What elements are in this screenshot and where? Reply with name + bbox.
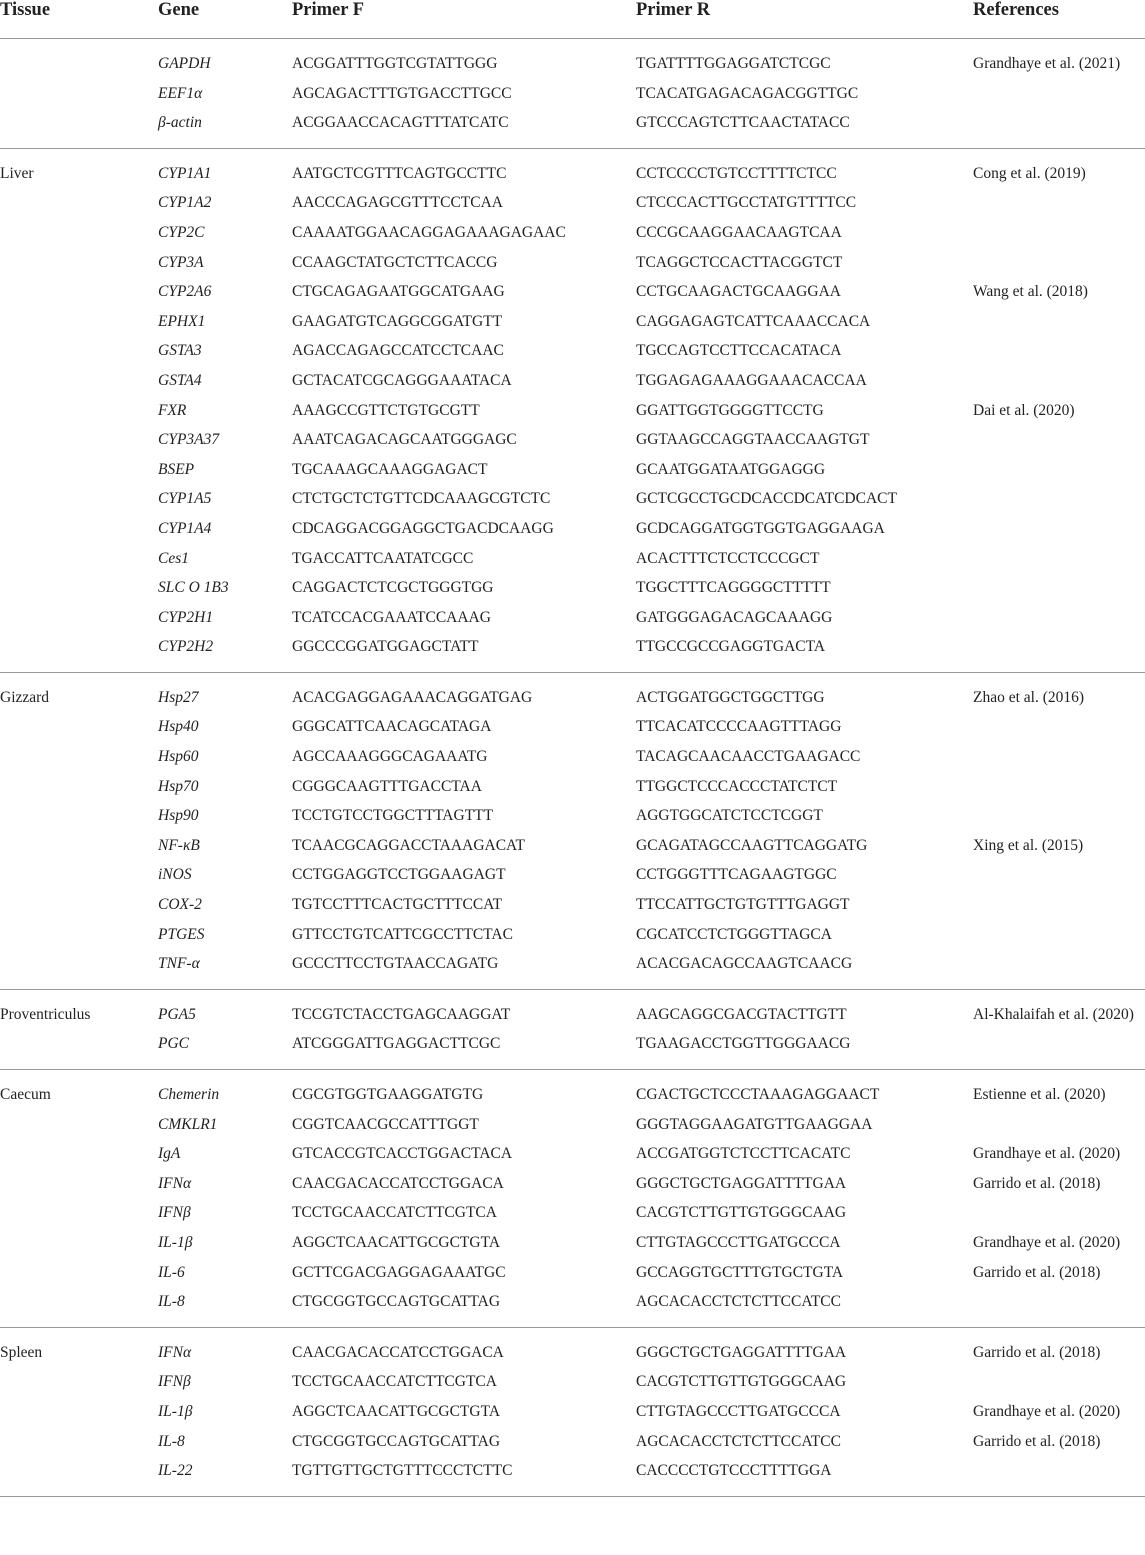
table-row <box>0 307 1145 337</box>
primer-f-cell: GGGCATTCAACAGCATAGA <box>292 718 492 736</box>
reference-cell <box>973 544 1145 574</box>
table-row <box>0 1258 1145 1288</box>
tissue-cell <box>0 603 158 633</box>
gene-cell: IFNα <box>158 1343 192 1361</box>
primer-f-cell: CGGTCAACGCCATTTGGT <box>292 1115 479 1133</box>
gene-cell: CYP3A37 <box>158 431 220 449</box>
primer-r-cell: CCTGGGTTTCAGAAGTGGC <box>636 866 837 884</box>
table-row <box>0 108 1145 138</box>
table-row <box>0 712 1145 742</box>
table-row <box>0 79 1145 109</box>
tissue-cell <box>0 248 158 278</box>
group-spacer <box>0 1070 1145 1081</box>
tissue-cell <box>0 1139 158 1169</box>
tissue-cell: Spleen <box>0 1343 43 1361</box>
primer-r-cell: GCTCGCCTGCDCACCDCATCDCACT <box>636 490 897 508</box>
table-row <box>0 683 1145 713</box>
primer-r-cell: GCAGATAGCCAAGTTCAGGATG <box>636 836 868 854</box>
tissue-cell <box>0 949 158 979</box>
tissue-cell <box>0 920 158 950</box>
tissue-group <box>0 989 1145 1069</box>
reference-cell: Garrido et al. (2018) <box>973 1343 1101 1361</box>
table-row <box>0 890 1145 920</box>
tissue-cell <box>0 801 158 831</box>
table-row <box>0 603 1145 633</box>
reference-cell <box>973 188 1145 218</box>
gene-cell: CYP1A1 <box>158 164 212 182</box>
header-gene: Gene <box>158 0 292 39</box>
primer-f-cell: TGACCATTCAATATCGCC <box>292 549 474 567</box>
tissue-group <box>0 39 1145 149</box>
gene-cell: CYP2C <box>158 223 205 241</box>
gene-cell: Hsp60 <box>158 748 199 766</box>
primer-r-cell: CACCCCTGTCCCTTTTGGA <box>636 1462 832 1480</box>
primer-f-cell: CAAAATGGAACAGGAGAAAGAGAAC <box>292 223 566 241</box>
tissue-cell <box>0 742 158 772</box>
table-row <box>0 277 1145 307</box>
primer-f-cell: TCCTGCAACCATCTTCGTCA <box>292 1373 497 1391</box>
reference-cell: Xing et al. (2015) <box>973 836 1084 854</box>
reference-cell: Grandhaye et al. (2021) <box>973 55 1121 72</box>
group-divider <box>0 1486 1145 1497</box>
primer-f-cell: CGGGCAAGTTTGACCTAA <box>292 777 482 795</box>
table-row <box>0 1456 1145 1486</box>
reference-cell <box>973 573 1145 603</box>
primer-r-cell: TGCCAGTCCTTCCACATACA <box>636 342 842 360</box>
tissue-cell <box>0 860 158 890</box>
primer-r-cell: GGGCTGCTGAGGATTTTGAA <box>636 1343 847 1361</box>
primer-r-cell: AGGTGGCATCTCCTCGGT <box>636 807 823 825</box>
gene-cell: β-actin <box>158 114 202 132</box>
reference-cell <box>973 218 1145 248</box>
primer-f-cell: CTGCGGTGCCAGTGCATTAG <box>292 1293 501 1311</box>
primer-r-cell: TTGCCGCCGAGGTGACTA <box>636 638 826 656</box>
group-spacer <box>0 39 1145 50</box>
primer-f-cell: CTCTGCTCTGTTCDCAAAGCGTCTC <box>292 490 551 508</box>
reference-cell <box>973 307 1145 337</box>
primer-f-cell: AATGCTCGTTTCAGTGCCTTC <box>292 164 507 182</box>
table-row <box>0 366 1145 396</box>
table-row <box>0 1287 1145 1317</box>
table-row <box>0 396 1145 426</box>
primer-f-cell: TCATCCACGAAATCCAAAG <box>292 608 491 626</box>
primer-r-cell: CGACTGCTCCCTAAAGAGGAACT <box>636 1086 880 1103</box>
gene-cell: IL-1β <box>158 1402 193 1420</box>
primer-r-cell: ACCGATGGTCTCCTTCACATC <box>636 1145 851 1163</box>
tissue-cell <box>0 1287 158 1317</box>
tissue-group <box>0 1327 1145 1496</box>
table-row <box>0 831 1145 861</box>
primer-r-cell: CTTGTAGCCCTTGATGCCCA <box>636 1233 841 1251</box>
reference-cell <box>973 801 1145 831</box>
table-row <box>0 1029 1145 1059</box>
reference-cell: Cong et al. (2019) <box>973 164 1086 182</box>
reference-cell <box>973 1456 1145 1486</box>
primer-r-cell: TGAAGACCTGGTTGGGAACG <box>636 1035 851 1053</box>
tissue-cell: Proventriculus <box>0 1005 91 1023</box>
reference-cell <box>973 336 1145 366</box>
gene-cell: iNOS <box>158 866 192 884</box>
primer-f-cell: AGACCAGAGCCATCCTCAAC <box>292 342 504 360</box>
tissue-cell <box>0 484 158 514</box>
gene-cell: NF-κB <box>158 836 200 854</box>
primer-f-cell: CGCGTGGTGAAGGATGTG <box>292 1086 484 1103</box>
primer-r-cell: TGGAGAGAAAGGAAACACCAA <box>636 371 867 389</box>
reference-cell <box>973 1287 1145 1317</box>
primer-f-cell: ACGGATTTGGTCGTATTGGG <box>292 55 498 72</box>
primer-r-cell: ACACGACAGCCAAGTCAACG <box>636 955 853 973</box>
table-row <box>0 801 1145 831</box>
reference-cell <box>973 108 1145 138</box>
primer-r-cell: TACAGCAACAACCTGAAGACC <box>636 748 861 766</box>
tissue-cell <box>0 632 158 662</box>
primer-f-cell: TGCAAAGCAAAGGAGACT <box>292 460 488 478</box>
primer-r-cell: GGATTGGTGGGGTTCCTG <box>636 401 824 419</box>
tissue-group <box>0 1070 1145 1328</box>
reference-cell <box>973 920 1145 950</box>
table-row <box>0 1169 1145 1199</box>
table-row <box>0 772 1145 802</box>
reference-cell <box>973 860 1145 890</box>
reference-cell: Grandhaye et al. (2020) <box>973 1233 1121 1251</box>
primer-r-cell: GGTAAGCCAGGTAACCAAGTGT <box>636 431 870 449</box>
reference-cell <box>973 772 1145 802</box>
primer-f-cell: AGCCAAAGGGCAGAAATG <box>292 748 488 766</box>
gene-cell: CYP1A4 <box>158 519 212 537</box>
group-divider <box>0 979 1145 990</box>
reference-cell: Grandhaye et al. (2020) <box>973 1145 1121 1163</box>
gene-cell: CYP2H2 <box>158 638 214 656</box>
primer-f-cell: ATCGGGATTGAGGACTTCGC <box>292 1035 501 1053</box>
primer-f-cell: GTTCCTGTCATTCGCCTTCTAC <box>292 925 513 943</box>
primer-f-cell: CAACGACACCATCCTGGACA <box>292 1343 504 1361</box>
reference-cell: Garrido et al. (2018) <box>973 1432 1101 1450</box>
group-spacer <box>0 989 1145 1000</box>
tissue-cell <box>0 544 158 574</box>
primer-f-cell: AACCCAGAGCGTTTCCTCAA <box>292 194 503 212</box>
reference-cell <box>973 742 1145 772</box>
tissue-cell <box>0 1258 158 1288</box>
primer-r-cell: AGCACACCTCTCTTCCATCC <box>636 1432 841 1450</box>
header-primer-r: Primer R <box>636 0 973 39</box>
primer-r-cell: CTTGTAGCCCTTGATGCCCA <box>636 1402 841 1420</box>
reference-cell <box>973 1029 1145 1059</box>
primer-r-cell: CCTGCAAGACTGCAAGGAA <box>636 283 841 301</box>
table-row <box>0 1000 1145 1030</box>
reference-cell: Zhao et al. (2016) <box>973 688 1085 706</box>
reference-cell <box>973 1198 1145 1228</box>
reference-cell: Wang et al. (2018) <box>973 283 1088 301</box>
primer-r-cell: TTCCATTGCTGTGTTTGAGGT <box>636 896 850 914</box>
reference-cell <box>973 712 1145 742</box>
primer-f-cell: CCTGGAGGTCCTGGAAGAGT <box>292 866 506 884</box>
tissue-cell <box>0 1427 158 1457</box>
reference-cell <box>973 484 1145 514</box>
primer-r-cell: CACGTCTTGTTGTGGGCAAG <box>636 1204 847 1222</box>
reference-cell <box>973 603 1145 633</box>
gene-cell: Chemerin <box>158 1086 220 1103</box>
table-row <box>0 1198 1145 1228</box>
tissue-cell <box>0 1198 158 1228</box>
gene-cell: Hsp70 <box>158 777 199 795</box>
tissue-cell <box>0 1228 158 1258</box>
primer-f-cell: TCCTGCAACCATCTTCGTCA <box>292 1204 497 1222</box>
primer-f-cell: CCAAGCTATGCTCTTCACCG <box>292 253 498 271</box>
table-row <box>0 218 1145 248</box>
gene-cell: Hsp40 <box>158 718 199 736</box>
gene-cell: CYP1A2 <box>158 194 212 212</box>
tissue-cell <box>0 772 158 802</box>
table-row <box>0 188 1145 218</box>
reference-cell <box>973 949 1145 979</box>
primer-r-cell: CAGGAGAGTCATTCAAACCACA <box>636 312 871 330</box>
gene-cell: SLC O 1B3 <box>158 579 229 597</box>
primer-f-cell: GCTACATCGCAGGGAAATACA <box>292 371 512 389</box>
primer-r-cell: GGGCTGCTGAGGATTTTGAA <box>636 1174 847 1192</box>
primer-r-cell: GCCAGGTGCTTTGTGCTGTA <box>636 1263 844 1281</box>
gene-cell: EPHX1 <box>158 312 206 330</box>
reference-cell <box>973 425 1145 455</box>
group-spacer <box>0 148 1145 159</box>
reference-cell: Garrido et al. (2018) <box>973 1263 1101 1281</box>
gene-cell: Ces1 <box>158 549 189 567</box>
tissue-cell <box>0 514 158 544</box>
gene-cell: IgA <box>158 1145 181 1163</box>
gene-cell: IL-8 <box>158 1293 185 1311</box>
primer-f-cell: CTGCGGTGCCAGTGCATTAG <box>292 1432 501 1450</box>
tissue-group <box>0 672 1145 989</box>
tissue-cell <box>0 336 158 366</box>
gene-cell: IL-6 <box>158 1263 185 1281</box>
tissue-cell <box>0 307 158 337</box>
gene-cell: IL-8 <box>158 1432 185 1450</box>
gene-cell: CMKLR1 <box>158 1115 218 1133</box>
reference-cell <box>973 632 1145 662</box>
table-row <box>0 1228 1145 1258</box>
gene-cell: FXR <box>158 401 187 419</box>
gene-cell: COX-2 <box>158 896 202 914</box>
table-row <box>0 1397 1145 1427</box>
primer-r-cell: AGCACACCTCTCTTCCATCC <box>636 1293 841 1311</box>
tissue-cell <box>0 1456 158 1486</box>
primer-r-cell: CTCCCACTTGCCTATGTTTTCC <box>636 194 857 212</box>
reference-cell: Estienne et al. (2020) <box>973 1086 1106 1103</box>
table-row <box>0 1110 1145 1140</box>
reference-cell <box>973 79 1145 109</box>
table-row <box>0 949 1145 979</box>
tissue-cell <box>0 1367 158 1397</box>
primer-r-cell: GTCCCAGTCTTCAACTATACC <box>636 114 850 132</box>
primer-f-cell: GGCCCGGATGGAGCTATT <box>292 638 479 656</box>
table-row <box>0 544 1145 574</box>
primer-r-cell: TCAGGCTCCACTTACGGTCT <box>636 253 843 271</box>
reference-cell <box>973 366 1145 396</box>
table-row <box>0 455 1145 485</box>
header-references: References <box>973 0 1145 39</box>
gene-cell: IFNα <box>158 1174 192 1192</box>
gene-cell: GSTA3 <box>158 342 202 360</box>
primer-r-cell: AAGCAGGCGACGTACTTGTT <box>636 1005 847 1023</box>
primer-f-cell: ACGGAACCACAGTTTATCATC <box>292 114 509 132</box>
gene-cell: EEF1α <box>158 84 203 102</box>
primer-r-cell: TCACATGAGACAGACGGTTGC <box>636 84 859 102</box>
table-row <box>0 484 1145 514</box>
group-divider <box>0 1317 1145 1328</box>
tissue-cell <box>0 1110 158 1140</box>
table-row <box>0 1338 1145 1368</box>
primer-r-cell: TGGCTTTCAGGGGCTTTTT <box>636 579 831 597</box>
reference-cell: Grandhaye et al. (2020) <box>973 1402 1121 1420</box>
tissue-cell <box>0 108 158 138</box>
tissue-cell <box>0 1397 158 1427</box>
reference-cell <box>973 1367 1145 1397</box>
gene-cell: PGC <box>158 1035 189 1053</box>
gene-cell: PGA5 <box>158 1005 196 1023</box>
reference-cell <box>973 1110 1145 1140</box>
group-divider <box>0 1059 1145 1070</box>
primer-f-cell: AAAGCCGTTCTGTGCGTT <box>292 401 480 419</box>
primer-r-cell: CACGTCTTGTTGTGGGCAAG <box>636 1373 847 1391</box>
primer-r-cell: TTGGCTCCCACCCTATCTCT <box>636 777 838 795</box>
gene-cell: TNF-α <box>158 955 200 973</box>
reference-cell: Al-Khalaifah et al. (2020) <box>973 1005 1134 1023</box>
primer-r-cell: GCAATGGATAATGGAGGG <box>636 460 826 478</box>
table-row <box>0 1080 1145 1110</box>
reference-cell <box>973 455 1145 485</box>
table-row <box>0 248 1145 278</box>
gene-cell: IFNβ <box>158 1373 191 1391</box>
gene-cell: IL-22 <box>158 1462 193 1480</box>
group-spacer <box>0 1327 1145 1338</box>
tissue-group <box>0 148 1145 672</box>
primer-f-cell: CAGGACTCTCGCTGGGTGG <box>292 579 494 597</box>
reference-cell <box>973 248 1145 278</box>
table-row <box>0 159 1145 189</box>
reference-cell <box>973 514 1145 544</box>
gene-cell: Hsp27 <box>158 688 199 706</box>
table-row <box>0 1139 1145 1169</box>
primer-f-cell: CTGCAGAGAATGGCATGAAG <box>292 283 505 301</box>
gene-cell: GAPDH <box>158 55 211 72</box>
primer-f-cell: TCCTGTCCTGGCTTTAGTTT <box>292 807 494 825</box>
primer-f-cell: GCCCTTCCTGTAACCAGATG <box>292 955 499 973</box>
tissue-cell <box>0 1029 158 1059</box>
group-divider <box>0 138 1145 149</box>
primer-r-cell: TGATTTTGGAGGATCTCGC <box>636 55 831 72</box>
tissue-cell <box>0 573 158 603</box>
group-spacer <box>0 672 1145 683</box>
reference-cell: Dai et al. (2020) <box>973 401 1075 419</box>
primer-r-cell: GGGTAGGAAGATGTTGAAGGAA <box>636 1115 873 1133</box>
primer-f-cell: CAACGACACCATCCTGGACA <box>292 1174 504 1192</box>
gene-cell: CYP2H1 <box>158 608 214 626</box>
primer-f-cell: CDCAGGACGGAGGCTGACDCAAGG <box>292 519 554 537</box>
table-row <box>0 632 1145 662</box>
reference-cell: Garrido et al. (2018) <box>973 1174 1101 1192</box>
tissue-cell <box>0 277 158 307</box>
primer-f-cell: TGTTGTTGCTGTTTCCCTCTTC <box>292 1462 513 1480</box>
tissue-cell: Gizzard <box>0 688 50 706</box>
gene-cell: IL-1β <box>158 1233 193 1251</box>
primer-f-cell: AAATCAGACAGCAATGGGAGC <box>292 431 517 449</box>
primer-f-cell: AGGCTCAACATTGCGCTGTA <box>292 1233 501 1251</box>
header-primer-f: Primer F <box>292 0 636 39</box>
primer-f-cell: TCCGTCTACCTGAGCAAGGAT <box>292 1005 511 1023</box>
primer-f-cell: TCAACGCAGGACCTAAAGACAT <box>292 836 525 854</box>
gene-cell: GSTA4 <box>158 371 202 389</box>
gene-cell: Hsp90 <box>158 807 199 825</box>
tissue-cell <box>0 425 158 455</box>
table-header <box>0 0 1145 39</box>
primer-f-cell: AGCAGACTTTGTGACCTTGCC <box>292 84 512 102</box>
tissue-cell <box>0 712 158 742</box>
primer-r-cell: ACTGGATGGCTGGCTTGG <box>636 688 825 706</box>
primer-r-cell: CGCATCCTCTGGGTTAGCA <box>636 925 832 943</box>
gene-cell: BSEP <box>158 460 195 478</box>
header-tissue: Tissue <box>0 0 158 39</box>
tissue-cell <box>0 890 158 920</box>
gene-cell: CYP3A <box>158 253 204 271</box>
tissue-cell <box>0 455 158 485</box>
table-row <box>0 425 1145 455</box>
tissue-cell <box>0 79 158 109</box>
gene-cell: IFNβ <box>158 1204 191 1222</box>
table-row <box>0 920 1145 950</box>
primer-r-cell: GCDCAGGATGGTGGTGAGGAAGA <box>636 519 885 537</box>
table-row <box>0 49 1145 79</box>
reference-cell <box>973 890 1145 920</box>
table-row <box>0 1367 1145 1397</box>
gene-cell: CYP1A5 <box>158 490 212 508</box>
tissue-cell: Caecum <box>0 1086 51 1103</box>
header-row <box>0 0 1145 39</box>
table-row <box>0 514 1145 544</box>
tissue-cell <box>0 49 158 79</box>
tissue-cell <box>0 831 158 861</box>
tissue-cell <box>0 188 158 218</box>
tissue-cell: Liver <box>0 164 34 182</box>
table-row <box>0 860 1145 890</box>
gene-cell: CYP2A6 <box>158 283 212 301</box>
gene-cell: PTGES <box>158 925 205 943</box>
primer-f-cell: ACACGAGGAGAAACAGGATGAG <box>292 688 533 706</box>
primer-r-cell: ACACTTTCTCCTCCCGCT <box>636 549 820 567</box>
tissue-cell <box>0 396 158 426</box>
primer-r-cell: TTCACATCCCCAAGTTTAGG <box>636 718 842 736</box>
table-row <box>0 742 1145 772</box>
primer-f-cell: GAAGATGTCAGGCGGATGTT <box>292 312 503 330</box>
primer-r-cell: CCCGCAAGGAACAAGTCAA <box>636 223 842 241</box>
tissue-cell <box>0 218 158 248</box>
primer-f-cell: AGGCTCAACATTGCGCTGTA <box>292 1402 501 1420</box>
tissue-cell <box>0 1169 158 1199</box>
primer-r-cell: GATGGGAGACAGCAAAGG <box>636 608 833 626</box>
primer-f-cell: GCTTCGACGAGGAGAAATGC <box>292 1263 506 1281</box>
primer-f-cell: GTCACCGTCACCTGGACTACA <box>292 1145 513 1163</box>
group-divider <box>0 662 1145 673</box>
table-row <box>0 336 1145 366</box>
table-row <box>0 573 1145 603</box>
primer-r-cell: CCTCCCCTGTCCTTTTCTCC <box>636 164 837 182</box>
primer-f-cell: TGTCCTTTCACTGCTTTCCAT <box>292 896 503 914</box>
table-row <box>0 1427 1145 1457</box>
tissue-cell <box>0 366 158 396</box>
